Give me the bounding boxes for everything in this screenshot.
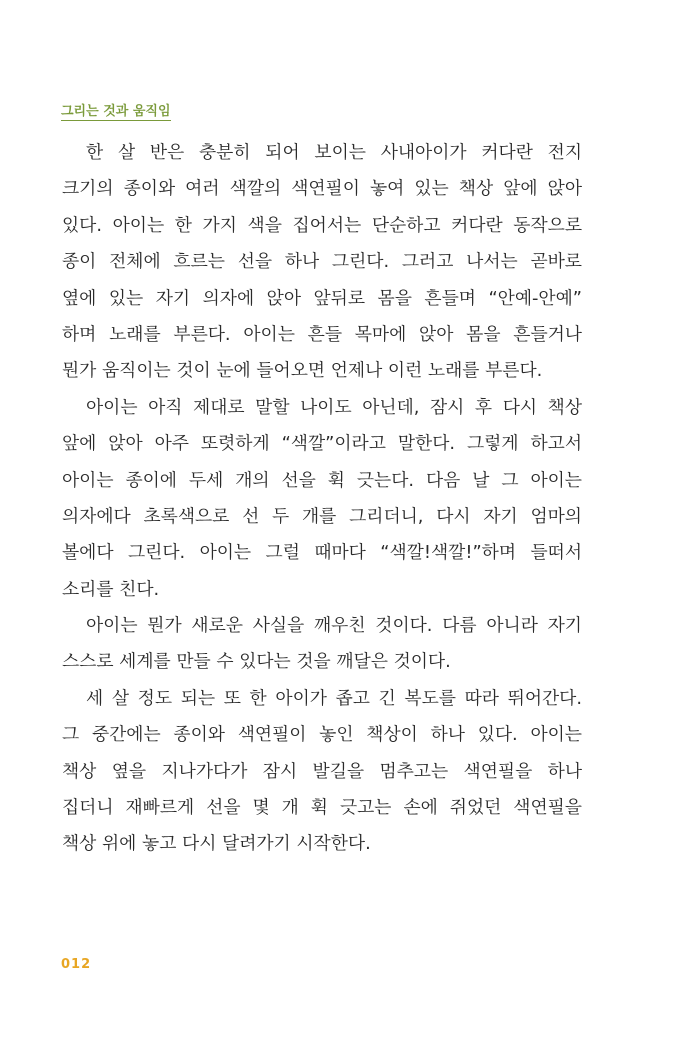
text-line: 앞에 앉아 아주 또렷하게 “색깔”이라고 말한다. 그렇게 하고서 [62, 433, 582, 455]
text-line: 아이는 아직 제대로 말할 나이도 아닌데, 잠시 후 다시 책상 [86, 396, 582, 418]
text-line: 의자에다 초록색으로 선 두 개를 그리더니, 다시 자기 엄마의 [62, 505, 582, 527]
text-line: 책상 위에 놓고 다시 달려가기 시작한다. [62, 833, 371, 855]
paragraph [62, 681, 582, 863]
text-line: 스스로 세계를 만들 수 있다는 것을 깨달은 것이다. [62, 651, 451, 673]
text-line: 책상 옆을 지나가다가 잠시 발길을 멈추고는 색연필을 하나 [62, 760, 582, 782]
text-line: 종이 전체에 흐르는 선을 하나 그린다. 그러고 나서는 곧바로 [62, 251, 582, 273]
text-line: 옆에 있는 자기 의자에 앉아 앞뒤로 몸을 흔들며 “안예-안예” [62, 287, 582, 309]
body-text [62, 135, 582, 863]
paragraph [62, 135, 582, 390]
paragraph [62, 608, 582, 681]
text-line: 아이는 뭔가 새로운 사실을 깨우친 것이다. 다름 아니라 자기 [86, 615, 582, 637]
text-line: 집더니 재빠르게 선을 몇 개 휙 긋고는 손에 쥐었던 색연필을 [62, 797, 582, 819]
text-line: 한 살 반은 충분히 되어 보이는 사내아이가 커다란 전지 [86, 142, 582, 163]
page-number: 012 [61, 957, 92, 972]
paragraph [62, 390, 582, 608]
text-line: 세 살 정도 되는 또 한 아이가 좁고 긴 복도를 따라 뛰어간다. [86, 687, 582, 709]
text-line: 뭔가 움직이는 것이 눈에 들어오면 언제나 이런 노래를 부른다. [62, 360, 543, 382]
text-line: 있다. 아이는 한 가지 색을 집어서는 단순하고 커다란 동작으로 [62, 214, 582, 236]
text-line: 소리를 친다. [62, 578, 160, 600]
text-line: 크기의 종이와 여러 색깔의 색연필이 놓여 있는 책상 앞에 앉아 [62, 178, 582, 200]
text-line: 하며 노래를 부른다. 아이는 흔들 목마에 앉아 몸을 흔들거나 [62, 323, 582, 345]
text-line: 아이는 종이에 두세 개의 선을 휙 긋는다. 다음 날 그 아이는 [62, 469, 582, 491]
text-line: 볼에다 그린다. 아이는 그럴 때마다 “색깔!색깔!”하며 들떠서 [62, 542, 582, 564]
text-line: 그 중간에는 종이와 색연필이 놓인 책상이 하나 있다. 아이는 [62, 724, 582, 746]
section-heading: 그리는 것과 움직임 [61, 100, 171, 121]
